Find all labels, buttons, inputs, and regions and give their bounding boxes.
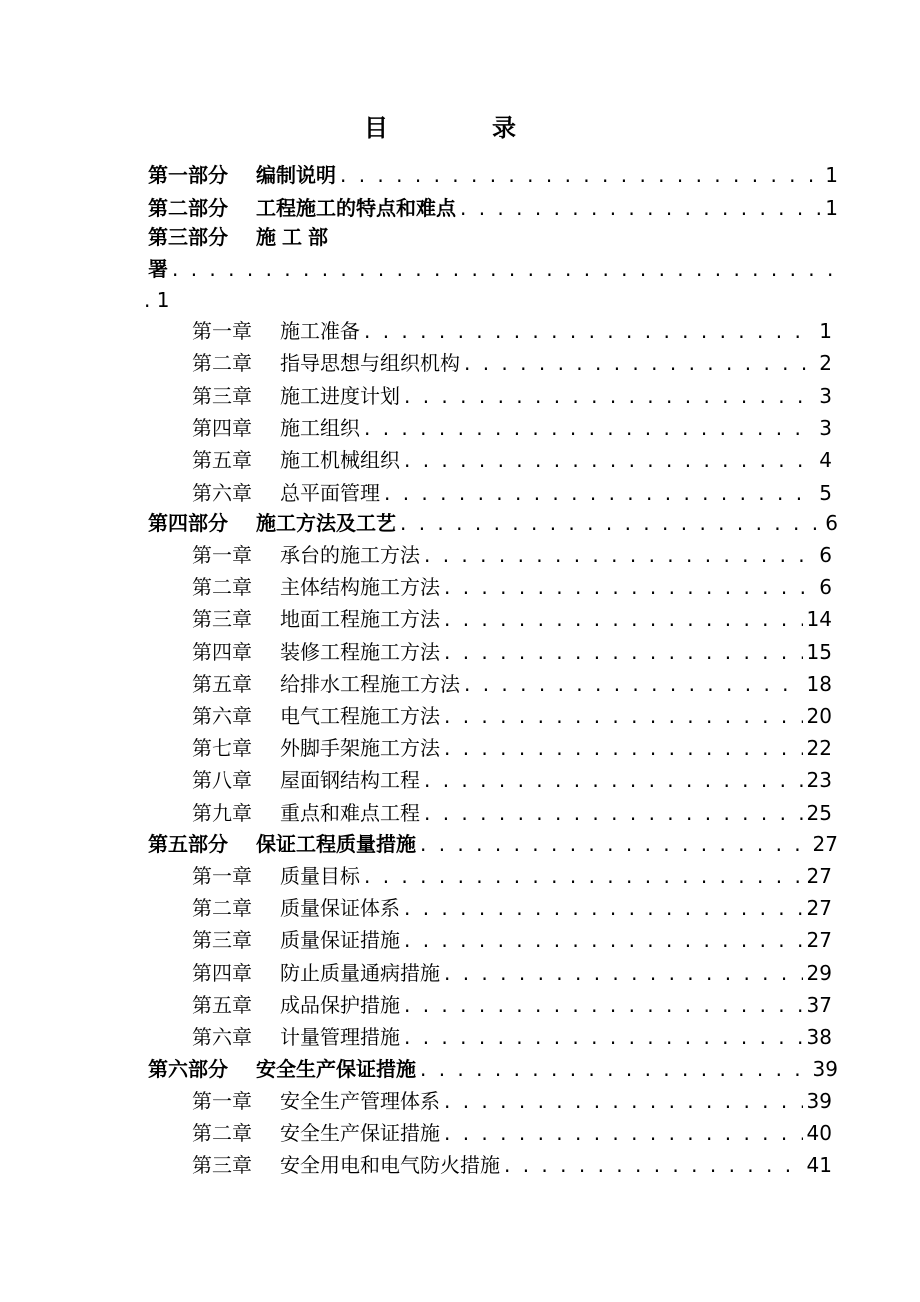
chapter-number: 第一章 (192, 864, 252, 888)
chapter-number: 第五章 (192, 448, 252, 473)
part-title: 安全生产保证措施 (256, 1057, 416, 1081)
leader-dots (444, 1086, 803, 1116)
toc-entry-part6[interactable] (148, 1054, 838, 1084)
leader-dots (424, 540, 815, 570)
toc-entry-chapter[interactable] (192, 733, 832, 763)
page-number: 5 (819, 480, 832, 505)
leader-dots (172, 254, 834, 284)
page-number: 40 (806, 1121, 832, 1146)
chapter-title: 成品保护措施 (280, 992, 400, 1017)
page-number: . 1 (144, 288, 170, 312)
toc-entry-chapter[interactable] (192, 958, 832, 988)
chapter-title: 施工机械组织 (280, 448, 400, 473)
page-number: 23 (806, 768, 832, 793)
chapter-title: 质量目标 (280, 864, 360, 888)
toc-entry-part3[interactable] (148, 222, 334, 252)
toc-entry-chapter[interactable] (192, 316, 832, 346)
leader-dots (420, 1054, 809, 1084)
chapter-title: 质量保证体系 (280, 896, 400, 921)
toc-entry-part4[interactable] (148, 508, 838, 538)
page-number: 3 (819, 415, 832, 440)
chapter-number: 第三章 (192, 607, 252, 632)
chapter-number: 第八章 (192, 768, 252, 793)
chapter-number: 第二章 (192, 1121, 252, 1146)
toc-entry-part1[interactable] (148, 160, 838, 190)
page-number: 20 (806, 704, 832, 728)
leader-dots (464, 348, 815, 378)
toc-entry-part3-continued[interactable] (148, 254, 838, 284)
page-number: 39 (812, 1057, 838, 1081)
page-number: 6 (819, 543, 832, 567)
page-number: 1 (825, 163, 838, 187)
leader-dots (404, 990, 803, 1020)
chapter-number: 第七章 (192, 736, 252, 761)
chapter-title: 防止质量通病措施 (280, 960, 440, 985)
toc-entry-chapter[interactable] (192, 637, 832, 667)
chapter-title: 主体结构施工方法 (280, 575, 440, 600)
chapter-title: 施工组织 (280, 415, 360, 440)
leader-dots (464, 669, 803, 699)
toc-entry-chapter[interactable] (192, 1150, 832, 1180)
toc-entry-chapter[interactable] (192, 540, 832, 570)
part-title: 工程施工的特点和难点 (256, 196, 456, 220)
part-title-continued: 署 (148, 257, 168, 281)
part-title: 编制说明 (256, 163, 336, 187)
toc-entry-chapter[interactable] (192, 925, 832, 955)
part-number: 第一部分 (148, 163, 228, 187)
leader-dots (364, 861, 803, 891)
page-title: 目 录 (364, 114, 556, 142)
chapter-number: 第二章 (192, 896, 252, 921)
chapter-title: 施工准备 (280, 319, 360, 343)
chapter-number: 第九章 (192, 800, 252, 825)
leader-dots (364, 316, 815, 346)
toc-entry-chapter[interactable] (192, 893, 832, 923)
part-number: 第三部分 (148, 225, 228, 249)
chapter-title: 屋面钢结构工程 (280, 768, 420, 793)
chapter-number: 第四章 (192, 960, 252, 985)
leader-dots (420, 829, 809, 859)
chapter-title: 计量管理措施 (280, 1025, 400, 1049)
leader-dots (444, 1118, 803, 1148)
page-number: 39 (806, 1089, 832, 1113)
chapter-number: 第四章 (192, 415, 252, 440)
chapter-title: 指导思想与组织机构 (280, 351, 460, 376)
leader-dots (424, 798, 803, 828)
chapter-number: 第五章 (192, 671, 252, 696)
chapter-title: 外脚手架施工方法 (280, 736, 440, 761)
part-title: 施工方法及工艺 (256, 511, 396, 535)
toc-entry-chapter[interactable] (192, 1118, 832, 1148)
toc-entry-chapter[interactable] (192, 348, 832, 378)
toc-entry-chapter[interactable] (192, 1022, 832, 1052)
leader-dots (444, 604, 803, 634)
leader-dots (444, 637, 803, 667)
toc-entry-chapter[interactable] (192, 861, 832, 891)
toc-entry-chapter[interactable] (192, 798, 832, 828)
chapter-number: 第三章 (192, 383, 252, 408)
part-number: 第二部分 (148, 196, 228, 220)
chapter-number: 第一章 (192, 1089, 252, 1113)
chapter-title: 重点和难点工程 (280, 800, 420, 825)
chapter-number: 第二章 (192, 575, 252, 600)
page-number: 29 (806, 960, 832, 985)
leader-dots (404, 893, 803, 923)
chapter-number: 第三章 (192, 1153, 252, 1178)
part-number: 第六部分 (148, 1057, 228, 1081)
page-number: 22 (806, 736, 832, 761)
chapter-number: 第五章 (192, 992, 252, 1017)
leader-dots (404, 445, 815, 475)
leader-dots (444, 572, 815, 602)
leader-dots (444, 701, 803, 731)
chapter-number: 第六章 (192, 704, 252, 728)
page-number: 1 (819, 319, 832, 343)
part-number: 第四部分 (148, 511, 228, 535)
toc-entry-chapter[interactable] (192, 765, 832, 795)
toc-entry-chapter[interactable] (192, 1086, 832, 1116)
page-number: 27 (806, 864, 832, 888)
leader-dots (404, 381, 815, 411)
page-number: 4 (819, 448, 832, 473)
page-number: 41 (806, 1153, 832, 1178)
chapter-title: 承台的施工方法 (280, 543, 420, 567)
chapter-number: 第二章 (192, 351, 252, 376)
page-number: 14 (806, 607, 832, 632)
chapter-number: 第三章 (192, 928, 252, 953)
part-title: 保证工程质量措施 (256, 832, 416, 856)
page-number: 6 (819, 575, 832, 600)
page-number: 38 (806, 1025, 832, 1049)
part-title: 施工部 (256, 225, 334, 249)
page-number: 2 (819, 351, 832, 376)
page-number: 27 (806, 928, 832, 953)
leader-dots (400, 508, 821, 538)
toc-entry-chapter[interactable] (192, 604, 832, 634)
leader-dots (404, 1022, 803, 1052)
chapter-title: 地面工程施工方法 (280, 607, 440, 632)
toc-entry-chapter[interactable] (192, 478, 832, 508)
chapter-title: 总平面管理 (280, 480, 380, 505)
page-number: 27 (806, 896, 832, 921)
leader-dots (444, 958, 803, 988)
chapter-title: 质量保证措施 (280, 928, 400, 953)
page-number: 18 (806, 671, 832, 696)
page-number: 1 (825, 196, 838, 220)
chapter-title: 安全用电和电气防火措施 (280, 1153, 500, 1178)
leader-dots (384, 478, 815, 508)
chapter-title: 给排水工程施工方法 (280, 671, 460, 696)
part-number: 第五部分 (148, 832, 228, 856)
toc-entry-chapter[interactable] (192, 990, 832, 1020)
toc-entry-chapter[interactable] (192, 572, 832, 602)
leader-dots (424, 765, 803, 795)
toc-entry-chapter[interactable] (192, 381, 832, 411)
leader-dots (504, 1150, 803, 1180)
leader-dots (340, 160, 821, 190)
page-number: 15 (806, 639, 832, 664)
chapter-number: 第一章 (192, 319, 252, 343)
chapter-number: 第六章 (192, 480, 252, 505)
chapter-title: 安全生产管理体系 (280, 1089, 440, 1113)
chapter-title: 电气工程施工方法 (280, 704, 440, 728)
chapter-title: 安全生产保证措施 (280, 1121, 440, 1146)
page-number: 27 (812, 832, 838, 856)
page-number: 3 (819, 383, 832, 408)
page-number: 25 (806, 800, 832, 825)
toc-entry-chapter[interactable] (192, 701, 832, 731)
chapter-title: 施工进度计划 (280, 383, 400, 408)
toc-entry-chapter[interactable] (192, 445, 832, 475)
chapter-title: 装修工程施工方法 (280, 639, 440, 664)
page-number: 37 (806, 992, 832, 1017)
leader-dots (444, 733, 803, 763)
toc-entry-chapter[interactable] (192, 413, 832, 443)
leader-dots (404, 925, 803, 955)
leader-dots (460, 193, 821, 223)
chapter-number: 第一章 (192, 543, 252, 567)
toc-entry-part5[interactable] (148, 829, 838, 859)
chapter-number: 第四章 (192, 639, 252, 664)
chapter-number: 第六章 (192, 1025, 252, 1049)
toc-entry-chapter[interactable] (192, 669, 832, 699)
page-number: 6 (825, 511, 838, 535)
leader-dots (364, 413, 815, 443)
toc-entry-part2[interactable] (148, 193, 838, 223)
